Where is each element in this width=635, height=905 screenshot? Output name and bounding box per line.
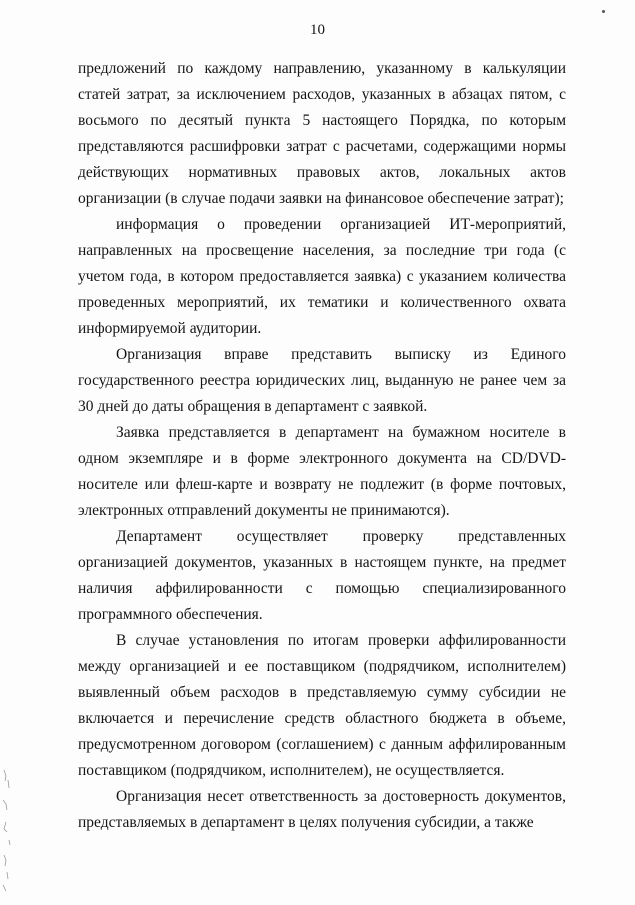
paragraph-it-events-info: информация о проведении организацией ИТ-мероприятий, направленных на просвещение населения, за последние три года (с учетом года, в котором предоставляется заявка) с указанием количества проведенных мероприятий, их тематики и количественного охвата информируемой аудитории. bbox=[78, 216, 566, 337]
paragraph-application-submission: Заявка представляется в департамент на бумажном носителе в одном экземпляре и в форме электронного документа на CD/DVD-носителе или флеш-карте и возврату не подлежит (в форме почтовых, электронных отправлений документы не принимаются). bbox=[78, 424, 566, 519]
scan-dot bbox=[602, 10, 605, 13]
body-text bbox=[78, 56, 566, 836]
page-number: 10 bbox=[310, 22, 325, 38]
paragraph-affiliation-check: Департамент осуществляет проверку представленных организацией документов, указанных в настоящем пункте, на предмет наличия аффилированности с помощью специализированного программного обеспечения. bbox=[78, 528, 566, 623]
scan-edge-marks bbox=[0, 760, 20, 900]
paragraph-responsibility: Организация несет ответственность за достоверность документов, представляемых в департамент в целях получения субсидии, а также bbox=[78, 788, 566, 831]
paragraph-affiliation-consequence: В случае установления по итогам проверки аффилированности между организацией и ее поставщиком (подрядчиком, исполнителем) выявленный объем расходов в представляемую сумму субсидии не включается и перечисление средств областного бюджета в объеме, предусмотренном договором (соглашением) с данным аффилированным поставщиком (подрядчиком, исполнителем), не осуществляется. bbox=[78, 632, 566, 779]
paragraph-registry-extract: Организация вправе представить выписку из Единого государственного реестра юридических лиц, выданную не ранее чем за 30 дней до даты обращения в департамент с заявкой. bbox=[78, 346, 566, 415]
paragraph-continuation: предложений по каждому направлению, указанному в калькуляции статей затрат, за исключением расходов, указанных в абзацах пятом, с восьмого по десятый пункта 5 настоящего Порядка, по которым представляются расшифровки затрат с расчетами, содержащими нормы действующих нормативных правовых актов, локальных актов организации (в случае подачи заявки на финансовое обеспечение затрат); bbox=[78, 60, 566, 207]
